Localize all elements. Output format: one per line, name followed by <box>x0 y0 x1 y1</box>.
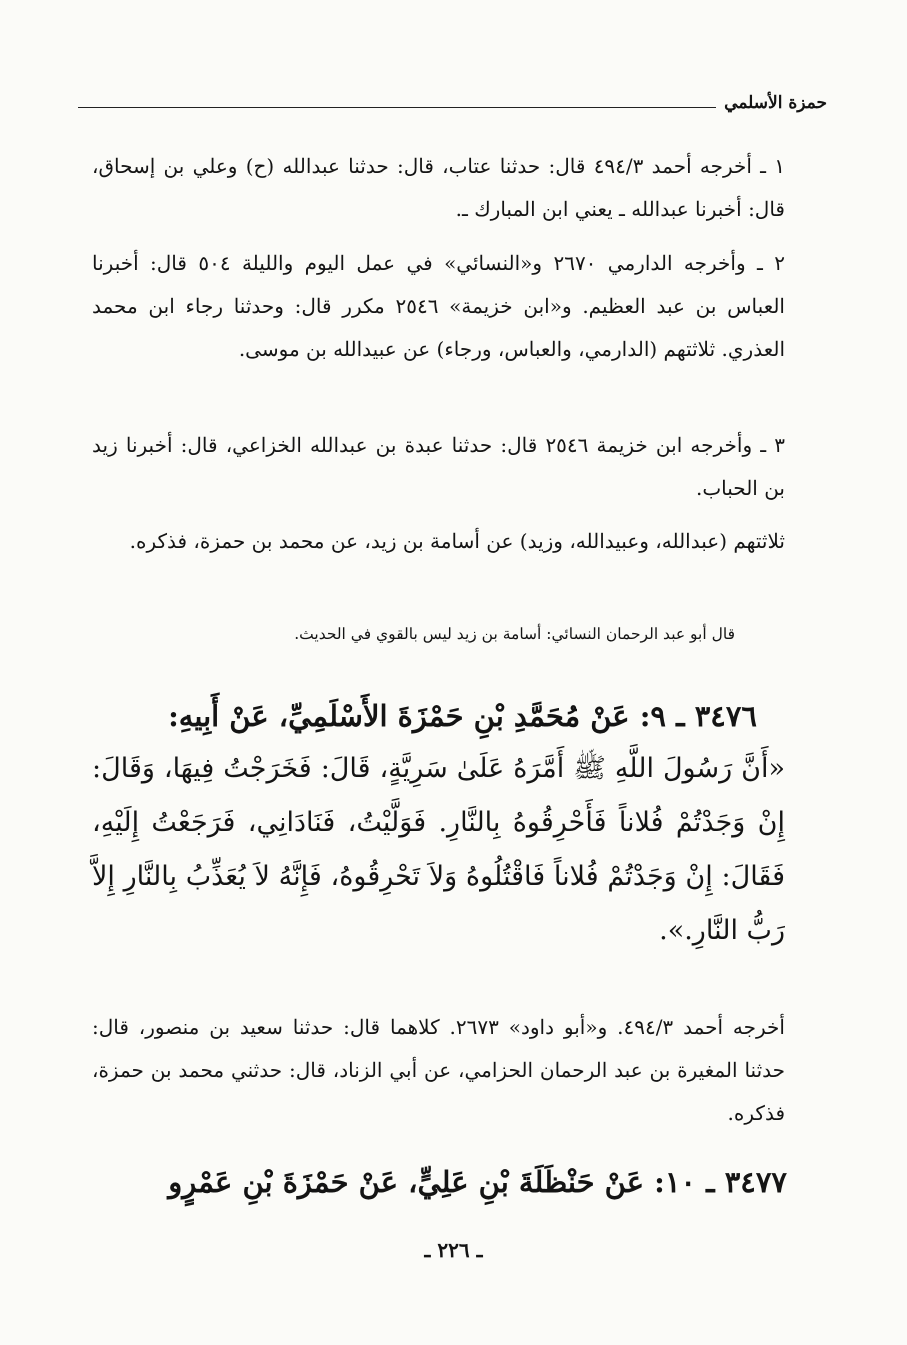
header-rule <box>78 107 716 108</box>
hadith-paragraph: «أَنَّ رَسُولَ اللَّهِ ﷺ أَمَّرَهُ عَلَىٰ سَرِيَّةٍ، قَالَ: فَخَرَجْتُ فِيهَا، وَقَالَ: إِنْ وَجَدْتُمْ فُلاناً فَأَحْرِقُوهُ بِالنَّارِ. فَوَلَّيْتُ، فَنَادَانِي، فَرَجَعْتُ إِلَيْهِ، فَقَالَ: إِنْ وَجَدْتُمْ فُلاناً فَاقْتُلُوهُ وَلاَ تَحْرِقُوهُ، فَإِنَّهُ لاَ يُعَذِّبُ بِالنَّارِ إِلاَّ رَبُّ النَّارِ.». <box>92 753 785 946</box>
footnote-3476 <box>92 1006 785 1135</box>
footnote-1 <box>92 145 785 231</box>
hadith-3476-text <box>92 742 785 958</box>
page-number: ـ ٢٢٦ ـ <box>424 1238 483 1262</box>
footnote-3 <box>92 424 785 510</box>
header-title: حمزة الأسلمي <box>724 93 827 113</box>
hadith-3476-heading: ٣٤٧٦ ـ ٩: عَنْ مُحَمَّدِ بْنِ حَمْزَةَ الأَسْلَمِيِّ، عَنْ أَبِيهِ: <box>168 699 757 733</box>
hadith-3477-heading: ٣٤٧٧ ـ ١٠: عَنْ حَنْظَلَةَ بْنِ عَلِيٍّ، عَنْ حَمْزَةَ بْنِ عَمْرٍو <box>168 1165 787 1199</box>
footnote-paragraph: ٢ ـ وأخرجه الدارمي ٢٦٧٠ و«النسائي» في عمل اليوم والليلة ٥٠٤ قال: أخبرنا العباس بن عبد العظيم. و«ابن خزيمة» ٢٥٤٦ مكرر قال: وحدثنا رجاء ابن محمد العذري. ثلاثتهم (الدارمي، والعباس، ورجاء) عن عبيدالله بن موسى. <box>92 251 786 361</box>
running-header <box>78 88 827 114</box>
footnote-summary <box>92 520 785 563</box>
nasai-note: قال أبو عبد الرحمان النسائي: أسامة بن زيد ليس بالقوي في الحديث. <box>294 625 735 643</box>
footnote-paragraph: ١ ـ أخرجه أحمد ٤٩٤/٣ قال: حدثنا عتاب، قال: حدثنا عبدالله (ح) وعلي بن إسحاق، قال: أخبرنا عبدالله ـ يعني ابن المبارك ـ. <box>92 154 786 221</box>
footnote-paragraph: أخرجه أحمد ٤٩٤/٣. و«أبو داود» ٢٦٧٣. كلاهما قال: حدثنا سعيد بن منصور، قال: حدثنا المغيرة بن عبد الرحمان الحزامي، عن أبي الزناد، قال: حدثني محمد بن حمزة، فذكره. <box>92 1015 785 1125</box>
footnote-2 <box>92 242 785 371</box>
footnote-paragraph: ثلاثتهم (عبدالله، وعبيدالله، وزيد) عن أسامة بن زيد، عن محمد بن حمزة، فذكره. <box>129 529 785 553</box>
footnote-paragraph: ٣ ـ وأخرجه ابن خزيمة ٢٥٤٦ قال: حدثنا عبدة بن عبدالله الخزاعي، قال: أخبرنا زيد بن الحباب. <box>92 433 786 500</box>
